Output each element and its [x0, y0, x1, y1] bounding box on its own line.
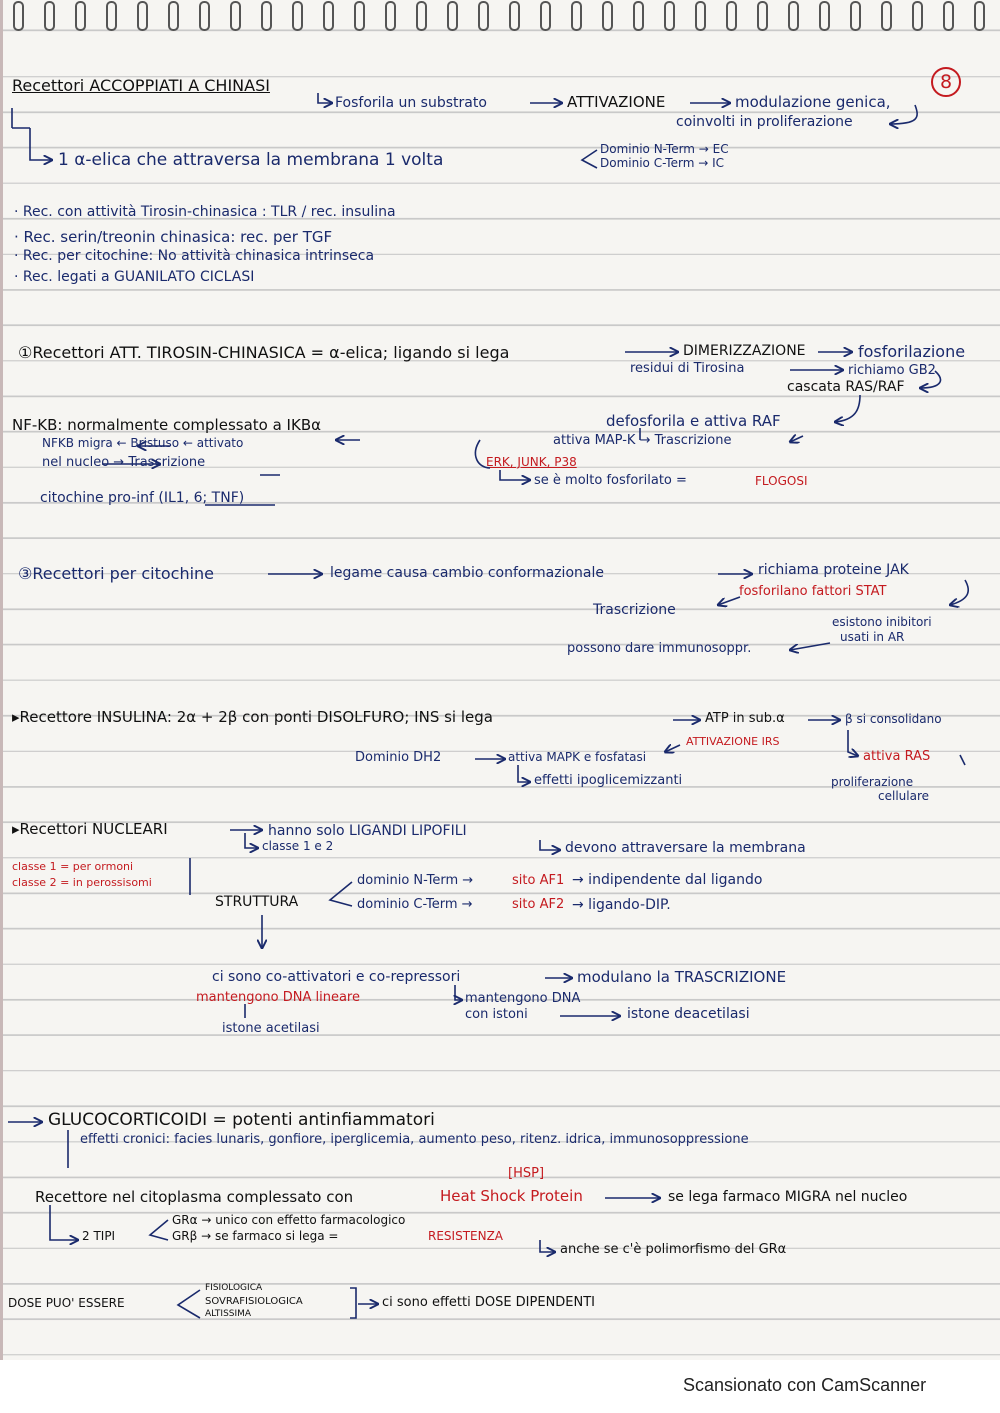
arrow-5f: [455, 985, 462, 1000]
note-resistenza: RESISTENZA: [428, 1229, 504, 1243]
note-migra: NFKB migra ← Bristuso ← attivato: [42, 436, 244, 450]
section-title-tyrosine-kinase: ①Recettori ATT. TIROSIN-CHINASICA = α-elica; ligando si lega: [18, 343, 510, 362]
arrow-3e: [790, 643, 830, 650]
note-hsp: [HSP]: [508, 1166, 545, 1181]
note-attiva-mapk: attiva MAPK e fosfatasi: [508, 750, 647, 764]
note-richiamo: richiamo GB2: [848, 363, 936, 378]
arrow-6e: [540, 1240, 555, 1252]
arrow-4g: [960, 755, 965, 765]
spiral-binding: [0, 0, 1000, 36]
note-istone-acet: istone acetilasi: [222, 1021, 320, 1036]
note-dom-n-term: dominio N-Term →: [357, 873, 474, 888]
brace-5: [330, 882, 352, 906]
note-dose-dipendenti: ci sono effetti DOSE DIPENDENTI: [382, 1295, 596, 1310]
note-se-lega: se lega farmaco MIGRA nel nucleo: [668, 1189, 908, 1205]
arrow-3d: [718, 597, 740, 605]
bracket-7: [350, 1288, 356, 1318]
spiral-ring: [45, 2, 54, 30]
spiral-ring: [417, 2, 426, 30]
note-mant-lineare: mantengono DNA lineare: [196, 990, 360, 1005]
arrow-2i: [500, 470, 530, 480]
spiral-ring: [541, 2, 550, 30]
note-flogosi: FLOGOSI: [755, 474, 808, 488]
arrow-2g: [790, 436, 803, 442]
note-erk: ERK, JUNK, P38: [486, 455, 577, 469]
spiral-ring: [696, 2, 705, 30]
spiral-ring: [603, 2, 612, 30]
note-dose: DOSE PUO' ESSERE: [8, 1296, 125, 1310]
arrow-1d: [890, 105, 917, 124]
note-anche: anche se c'è polimorfismo del GRα: [560, 1242, 787, 1257]
note-cellulare: cellulare: [878, 789, 929, 803]
note-sovrafisiologica: SOVRAFISIOLOGICA: [205, 1296, 303, 1307]
note-effetti-cronici: effetti cronici: facies lunaris, gonfiore, iperglicemia, aumento peso, ritenz. idrica, immunosoppressione: [80, 1132, 749, 1147]
note-grb: GRβ → se farmaco si lega =: [172, 1229, 339, 1243]
note-istone-deac: istone deacetilasi: [627, 1006, 750, 1022]
note-hanno: hanno solo LIGANDI LIPOFILI: [268, 823, 467, 839]
arrow-6d: [50, 1205, 78, 1240]
note-heat-shock: Heat Shock Protein: [440, 1187, 583, 1205]
note-recettore-citoplasma: Recettore nel citoplasma complessato con: [35, 1188, 354, 1206]
spiral-ring: [138, 2, 147, 30]
bracket-1: [12, 108, 30, 128]
note-sito-af2: sito AF2: [512, 897, 565, 912]
spiral-ring: [448, 2, 457, 30]
note-nfkb: NF-KB: normalmente complessato a IKBα: [12, 416, 321, 434]
spiral-ring: [727, 2, 736, 30]
note-fosforilano: fosforilano fattori STAT: [739, 584, 887, 599]
arrow-1a: [318, 93, 332, 103]
note-immuno: possono dare immunosoppr.: [567, 641, 752, 656]
note-fosforilazione: fosforilazione: [858, 342, 966, 361]
spiral-ring: [355, 2, 364, 30]
note-richiama: richiama proteine JAK: [758, 562, 909, 578]
note-defosforila: defosforila e attiva RAF: [606, 412, 781, 430]
note-modulazione: modulazione genica,: [735, 93, 891, 111]
section-title-kinase-receptors: Recettori ACCOPPIATI A CHINASI: [12, 76, 270, 95]
arrow-2e: [835, 395, 860, 422]
brace-1: [582, 150, 597, 168]
section-title-insulin-receptor: ▸Recettore INSULINA: 2α + 2β con ponti DISOLFURO; INS si lega: [12, 708, 493, 726]
note-devono: devono attraversare la membrana: [565, 840, 806, 856]
note-gra: GRα → unico con effetto farmacologico: [172, 1213, 406, 1227]
note-attivazione-irs: ATTIVAZIONE IRS: [686, 735, 780, 748]
note-indipendente: → indipendente dal ligando: [572, 872, 763, 888]
spiral-ring: [572, 2, 581, 30]
note-dom-n: Dominio N-Term → EC: [600, 142, 729, 156]
note-residui: residui di Tirosina: [630, 361, 745, 376]
arrow-5b: [245, 833, 258, 848]
note-legame: legame causa cambio conformazionale: [330, 565, 604, 581]
margin-line: [0, 0, 3, 1360]
note-nucleo: nel nucleo → Trascrizione: [42, 455, 206, 470]
note-con-istoni: con istoni: [465, 1007, 528, 1022]
spiral-ring: [231, 2, 240, 30]
note-sito-af1: sito AF1: [512, 873, 565, 888]
spiral-ring: [293, 2, 302, 30]
note-dom-c: Dominio C-Term → IC: [600, 156, 724, 170]
spiral-ring: [76, 2, 85, 30]
note-classe2: classe 2 = in perossisomi: [12, 876, 152, 889]
note-se-molto: se è molto fosforilato =: [534, 473, 687, 488]
note-ligando-dip: → ligando-DIP.: [572, 897, 671, 913]
note-fosforila: Fosforila un substrato: [335, 95, 487, 111]
note-elica: 1 α-elica che attraversa la membrana 1 volta: [58, 150, 444, 170]
spiral-ring: [510, 2, 519, 30]
note-struttura: STRUTTURA: [215, 894, 299, 910]
spiral-ring: [789, 2, 798, 30]
note-beta: β si consolidano: [845, 712, 942, 726]
section-title-cytokine-receptors: ③Recettori per citochine: [18, 564, 215, 583]
spiral-ring: [200, 2, 209, 30]
note-classe: classe 1 e 2: [262, 839, 334, 853]
footer-brand: Scansionato con CamScanner: [683, 1375, 927, 1395]
note-rec2: · Rec. serin/treonin chinasica: rec. per TGF: [14, 228, 333, 246]
note-trascrizione: Trascrizione: [593, 602, 676, 618]
note-fisiologica: FISIOLOGICA: [205, 1283, 263, 1293]
brace-6: [150, 1220, 168, 1240]
note-dom-c-term: dominio C-Term →: [357, 897, 473, 912]
spiral-ring: [262, 2, 271, 30]
page-number: 8: [931, 67, 961, 97]
note-usati: usati in AR: [840, 630, 905, 644]
note-cascata: cascata RAS/RAF: [787, 379, 905, 395]
spiral-ring: [479, 2, 488, 30]
note-2tipi: 2 TIPI: [82, 1229, 116, 1243]
spiral-ring: [820, 2, 829, 30]
spiral-ring: [634, 2, 643, 30]
arrow-4f: [518, 765, 530, 782]
spiral-ring: [913, 2, 922, 30]
spiral-ring: [851, 2, 860, 30]
note-esistono: esistono inibitori: [832, 615, 932, 629]
note-atp: ATP in sub.α: [705, 711, 785, 726]
note-attivazione: ATTIVAZIONE: [567, 93, 666, 111]
note-rec3: · Rec. per citochine: No attività chinasica intrinseca: [14, 248, 375, 264]
spiral-ring: [14, 2, 23, 30]
arrow-3c: [950, 580, 968, 605]
arrow-4d: [665, 745, 680, 752]
spiral-ring: [324, 2, 333, 30]
spiral-ring: [944, 2, 953, 30]
arrow-4c: [848, 730, 858, 756]
note-rec4: · Rec. legati a GUANILATO CICLASI: [14, 269, 255, 285]
spiral-ring: [975, 2, 984, 30]
arrow-5c: [540, 840, 560, 850]
note-citochine: citochine pro-inf (IL1, 6; TNF): [40, 490, 245, 506]
note-attiva-ras: attiva RAS: [863, 749, 931, 764]
note-coinvolti: coinvolti in proliferazione: [676, 114, 853, 130]
note-mant-dna: mantengono DNA: [465, 991, 581, 1006]
spiral-ring: [758, 2, 767, 30]
brace-7: [178, 1290, 200, 1318]
spiral-ring: [386, 2, 395, 30]
note-dimerizzazione: DIMERIZZAZIONE: [683, 343, 806, 359]
section-title-glucocorticoids: GLUCOCORTICOIDI = potenti antinfiammatori: [48, 1110, 435, 1130]
spiral-ring: [882, 2, 891, 30]
note-dominio-dh2: Dominio DH2: [355, 750, 442, 765]
note-classe1: classe 1 = per ormoni: [12, 860, 134, 873]
section-title-nuclear-receptors: ▸Recettori NUCLEARI: [12, 820, 168, 838]
spiral-ring: [107, 2, 116, 30]
note-modulano: modulano la TRASCRIZIONE: [577, 968, 787, 986]
note-ci-sono: ci sono co-attivatori e co-repressori: [212, 969, 461, 985]
note-mapk: attiva MAP-K → Trascrizione: [553, 433, 732, 448]
note-effetti-ipo: effetti ipoglicemizzanti: [534, 773, 683, 788]
arrow-1e: [30, 128, 52, 160]
note-altissima: ALTISSIMA: [205, 1309, 252, 1319]
note-prolif: proliferazione: [831, 775, 914, 789]
spiral-ring: [665, 2, 674, 30]
spiral-ring: [169, 2, 178, 30]
note-rec1: · Rec. con attività Tirosin-chinasica : TLR / rec. insulina: [14, 204, 396, 220]
